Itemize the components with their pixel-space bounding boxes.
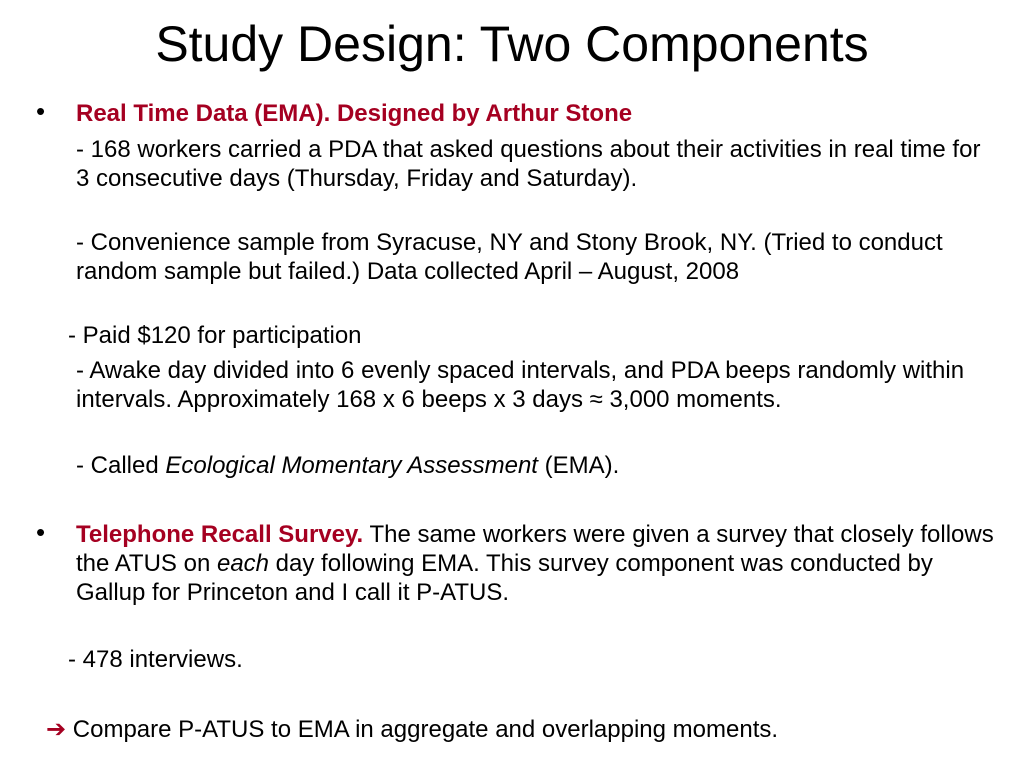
- section-telephone-survey: [76, 520, 996, 607]
- conclusion-line: [46, 715, 1006, 744]
- telephone-emphasis: each: [216, 550, 270, 577]
- arrow-right-icon: ➔: [46, 716, 67, 743]
- bullet-icon: •: [36, 517, 46, 547]
- ema-detail-intervals: - Awake day divided into 6 evenly spaced intervals, and PDA beeps randomly within intervals. Approximately 168 x 6 beeps x 3 days ≈ 3,000 moments.: [76, 357, 965, 413]
- called-prefix: - Called: [76, 452, 166, 479]
- ema-detail-sample: - Convenience sample from Syracuse, NY and Stony Brook, NY. (Tried to conduct random sample but failed.) Data collected April – August, 2008: [76, 229, 943, 285]
- bullet-icon: •: [36, 96, 46, 126]
- telephone-text-1: The same workers were given a survey that closely follows the ATUS on: [76, 521, 994, 577]
- telephone-text-2: day following EMA. This survey component was conducted by Gallup for Princeton and I call it P-ATUS.: [76, 550, 933, 606]
- ema-detail-called: [76, 451, 986, 480]
- conclusion-text: Compare P-ATUS to EMA in aggregate and overlapping moments.: [72, 716, 779, 743]
- called-emphasis: Ecological Momentary Assessment: [165, 452, 538, 479]
- called-suffix: (EMA).: [537, 452, 620, 479]
- ema-detail-payment: - Paid $120 for participation: [68, 322, 362, 349]
- section-heading-ema: Real Time Data (EMA). Designed by Arthur Stone: [76, 100, 633, 127]
- telephone-interviews: - 478 interviews.: [68, 646, 243, 673]
- section-heading-telephone: Telephone Recall Survey.: [76, 521, 364, 548]
- ema-detail-workers: - 168 workers carried a PDA that asked questions about their activities in real time for 3 consecutive days (Thursday, Friday and Saturday).: [76, 136, 981, 192]
- slide-title: Study Design: Two Components: [155, 16, 869, 72]
